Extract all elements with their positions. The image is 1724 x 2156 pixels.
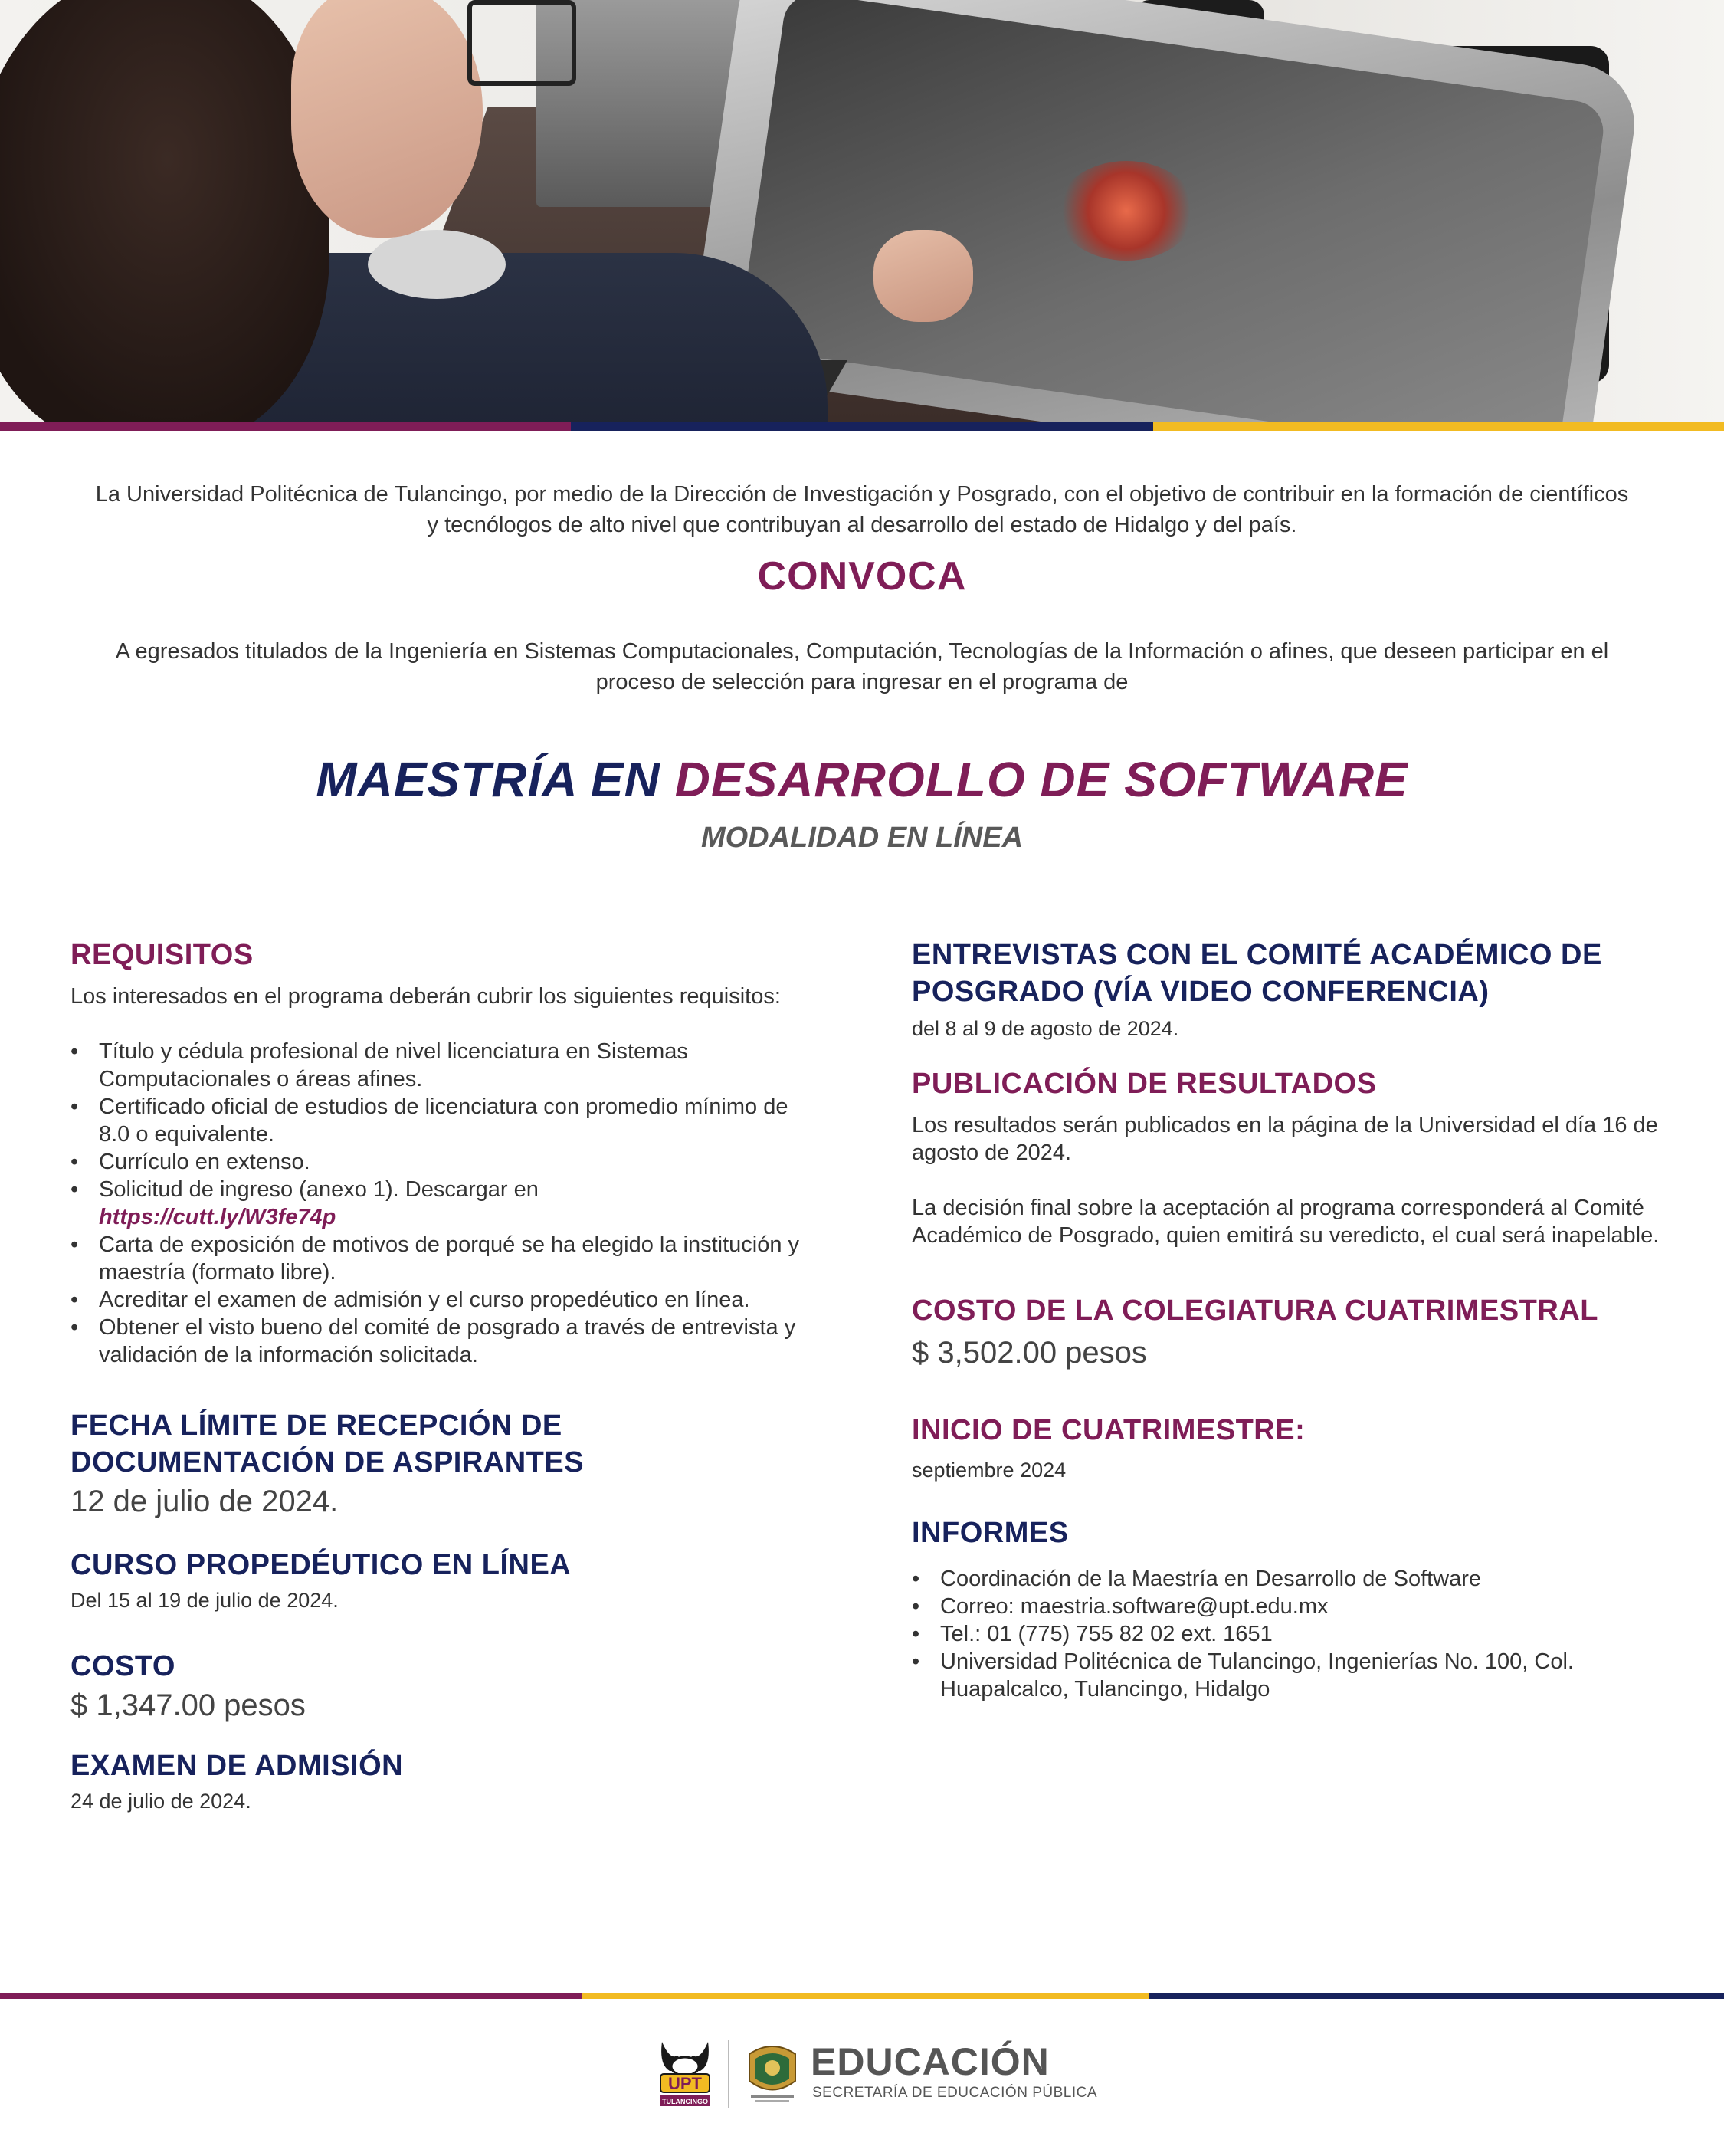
examen-value: 24 de julio de 2024. [70,1790,251,1813]
informes-list [912,1565,1663,1703]
photo-hand [873,230,973,322]
download-link[interactable]: https://cutt.ly/W3fe74p [99,1205,336,1229]
publicacion-heading: PUBLICACIÓN DE RESULTADOS [912,1068,1377,1100]
logo-divider [728,2040,729,2108]
educacion-logo-title: EDUCACIÓN [811,2040,1050,2083]
photo-screen-glow [1057,161,1195,261]
list-item [70,1176,821,1231]
entrevistas-heading: ENTREVISTAS CON EL COMITÉ ACADÉMICO DE POSGRADO (VÍA VIDEO CONFERENCIA) [912,939,1602,1008]
photo-student-hair [0,0,329,422]
examen-heading: EXAMEN DE ADMISIÓN [70,1750,404,1782]
upt-logo-text: UPT [668,2074,702,2093]
requisitos-heading: REQUISITOS [70,939,254,971]
inicio-value: septiembre 2024 [912,1459,1067,1482]
fecha-limite-value: 12 de julio de 2024. [70,1485,339,1518]
photo-collar [368,230,506,299]
inicio-heading: INICIO DE CUATRIMESTRE: [912,1414,1306,1446]
requisitos-list [70,1038,821,1369]
curso-heading: CURSO PROPEDÉUTICO EN LÍNEA [70,1549,572,1581]
informes-heading: INFORMES [912,1517,1069,1549]
list-item: • Tel.: 01 (775) 755 82 02 ext. 1651 [912,1620,1663,1648]
list-item-text: Solicitud de ingreso (anexo 1). Descargar en [99,1177,539,1202]
photo-glasses [467,0,576,86]
hero-photo [0,0,1724,422]
list-item: • Carta de exposición de motivos de porqué se ha elegido la institución y maestría (formato libre). [70,1231,821,1286]
educacion-logo-subtitle: SECRETARÍA DE EDUCACIÓN PÚBLICA [812,2085,1098,2101]
list-item: • Certificado oficial de estudios de licenciatura con promedio mínimo de 8.0 o equivalente. [70,1093,821,1148]
right-column [912,937,1663,1703]
list-item: • Acreditar el examen de admisión y el curso propedéutico en línea. [70,1286,821,1314]
list-item: • Universidad Politécnica de Tulancingo, Ingenierías No. 100, Col. Huapalcalco, Tulancingo, Hidalgo [912,1648,1663,1703]
list-item: • Correo: maestria.software@upt.edu.mx [912,1593,1663,1620]
upt-logo-subtext: TULANCINGO [662,2098,708,2105]
colegiatura-value: $ 3,502.00 pesos [912,1336,1147,1370]
bottom-tricolor-stripe [0,1993,1724,1999]
program-title [0,751,1724,808]
curso-value: Del 15 al 19 de julio de 2024. [70,1589,339,1612]
requisitos-intro: Los interesados en el programa deberán cubrir los siguientes requisitos: [70,984,781,1009]
list-item: • Obtener el visto bueno del comité de posgrado a través de entrevista y validación de la información solicitada. [70,1314,821,1369]
hidalgo-seal-logo [742,2039,803,2108]
program-title-part1: MAESTRÍA EN [316,752,675,807]
entrevistas-value: del 8 al 9 de agosto de 2024. [912,1017,1179,1040]
publicacion-decision: La decisión final sobre la aceptación al programa corresponderá al Comité Académico de Posgrado, quien emitirá su veredicto, el cual será inapelable. [912,1196,1660,1248]
intro-text: La Universidad Politécnica de Tulancingo, por medio de la Dirección de Investigación y Posgrado, con el objetivo de contribuir en la formación de científicos y tecnólogos de alto nivel que contribuyan al desarrollo del estado de Hidalgo y del país. [95,482,1629,537]
egresados-text: A egresados titulados de la Ingeniería en Sistemas Computacionales, Computación, Tecnologías de la Información o afines, que deseen participar en el proceso de selección para ingresar en el programa de [115,639,1609,694]
costo-heading: COSTO [70,1650,175,1682]
colegiatura-heading: COSTO DE LA COLEGIATURA CUATRIMESTRAL [912,1295,1598,1327]
upt-logo [657,2037,713,2108]
list-item: • Currículo en extenso. [70,1148,821,1176]
top-tricolor-stripe [0,422,1724,431]
publicacion-text: Los resultados serán publicados en la página de la Universidad el día 16 de agosto de 2024. [912,1113,1658,1165]
left-column [70,937,821,1815]
list-item: • Coordinación de la Maestría en Desarrollo de Software [912,1565,1663,1593]
list-item: • Título y cédula profesional de nivel licenciatura en Sistemas Computacionales o áreas afines. [70,1038,821,1093]
convoca-heading: CONVOCA [757,554,967,599]
program-title-part2: DESARROLLO DE SOFTWARE [674,752,1408,807]
program-modality: MODALIDAD EN LÍNEA [700,822,1024,854]
costo-value: $ 1,347.00 pesos [70,1688,306,1722]
fecha-limite-heading: FECHA LÍMITE DE RECEPCIÓN DE DOCUMENTACIÓN DE ASPIRANTES [70,1409,585,1478]
